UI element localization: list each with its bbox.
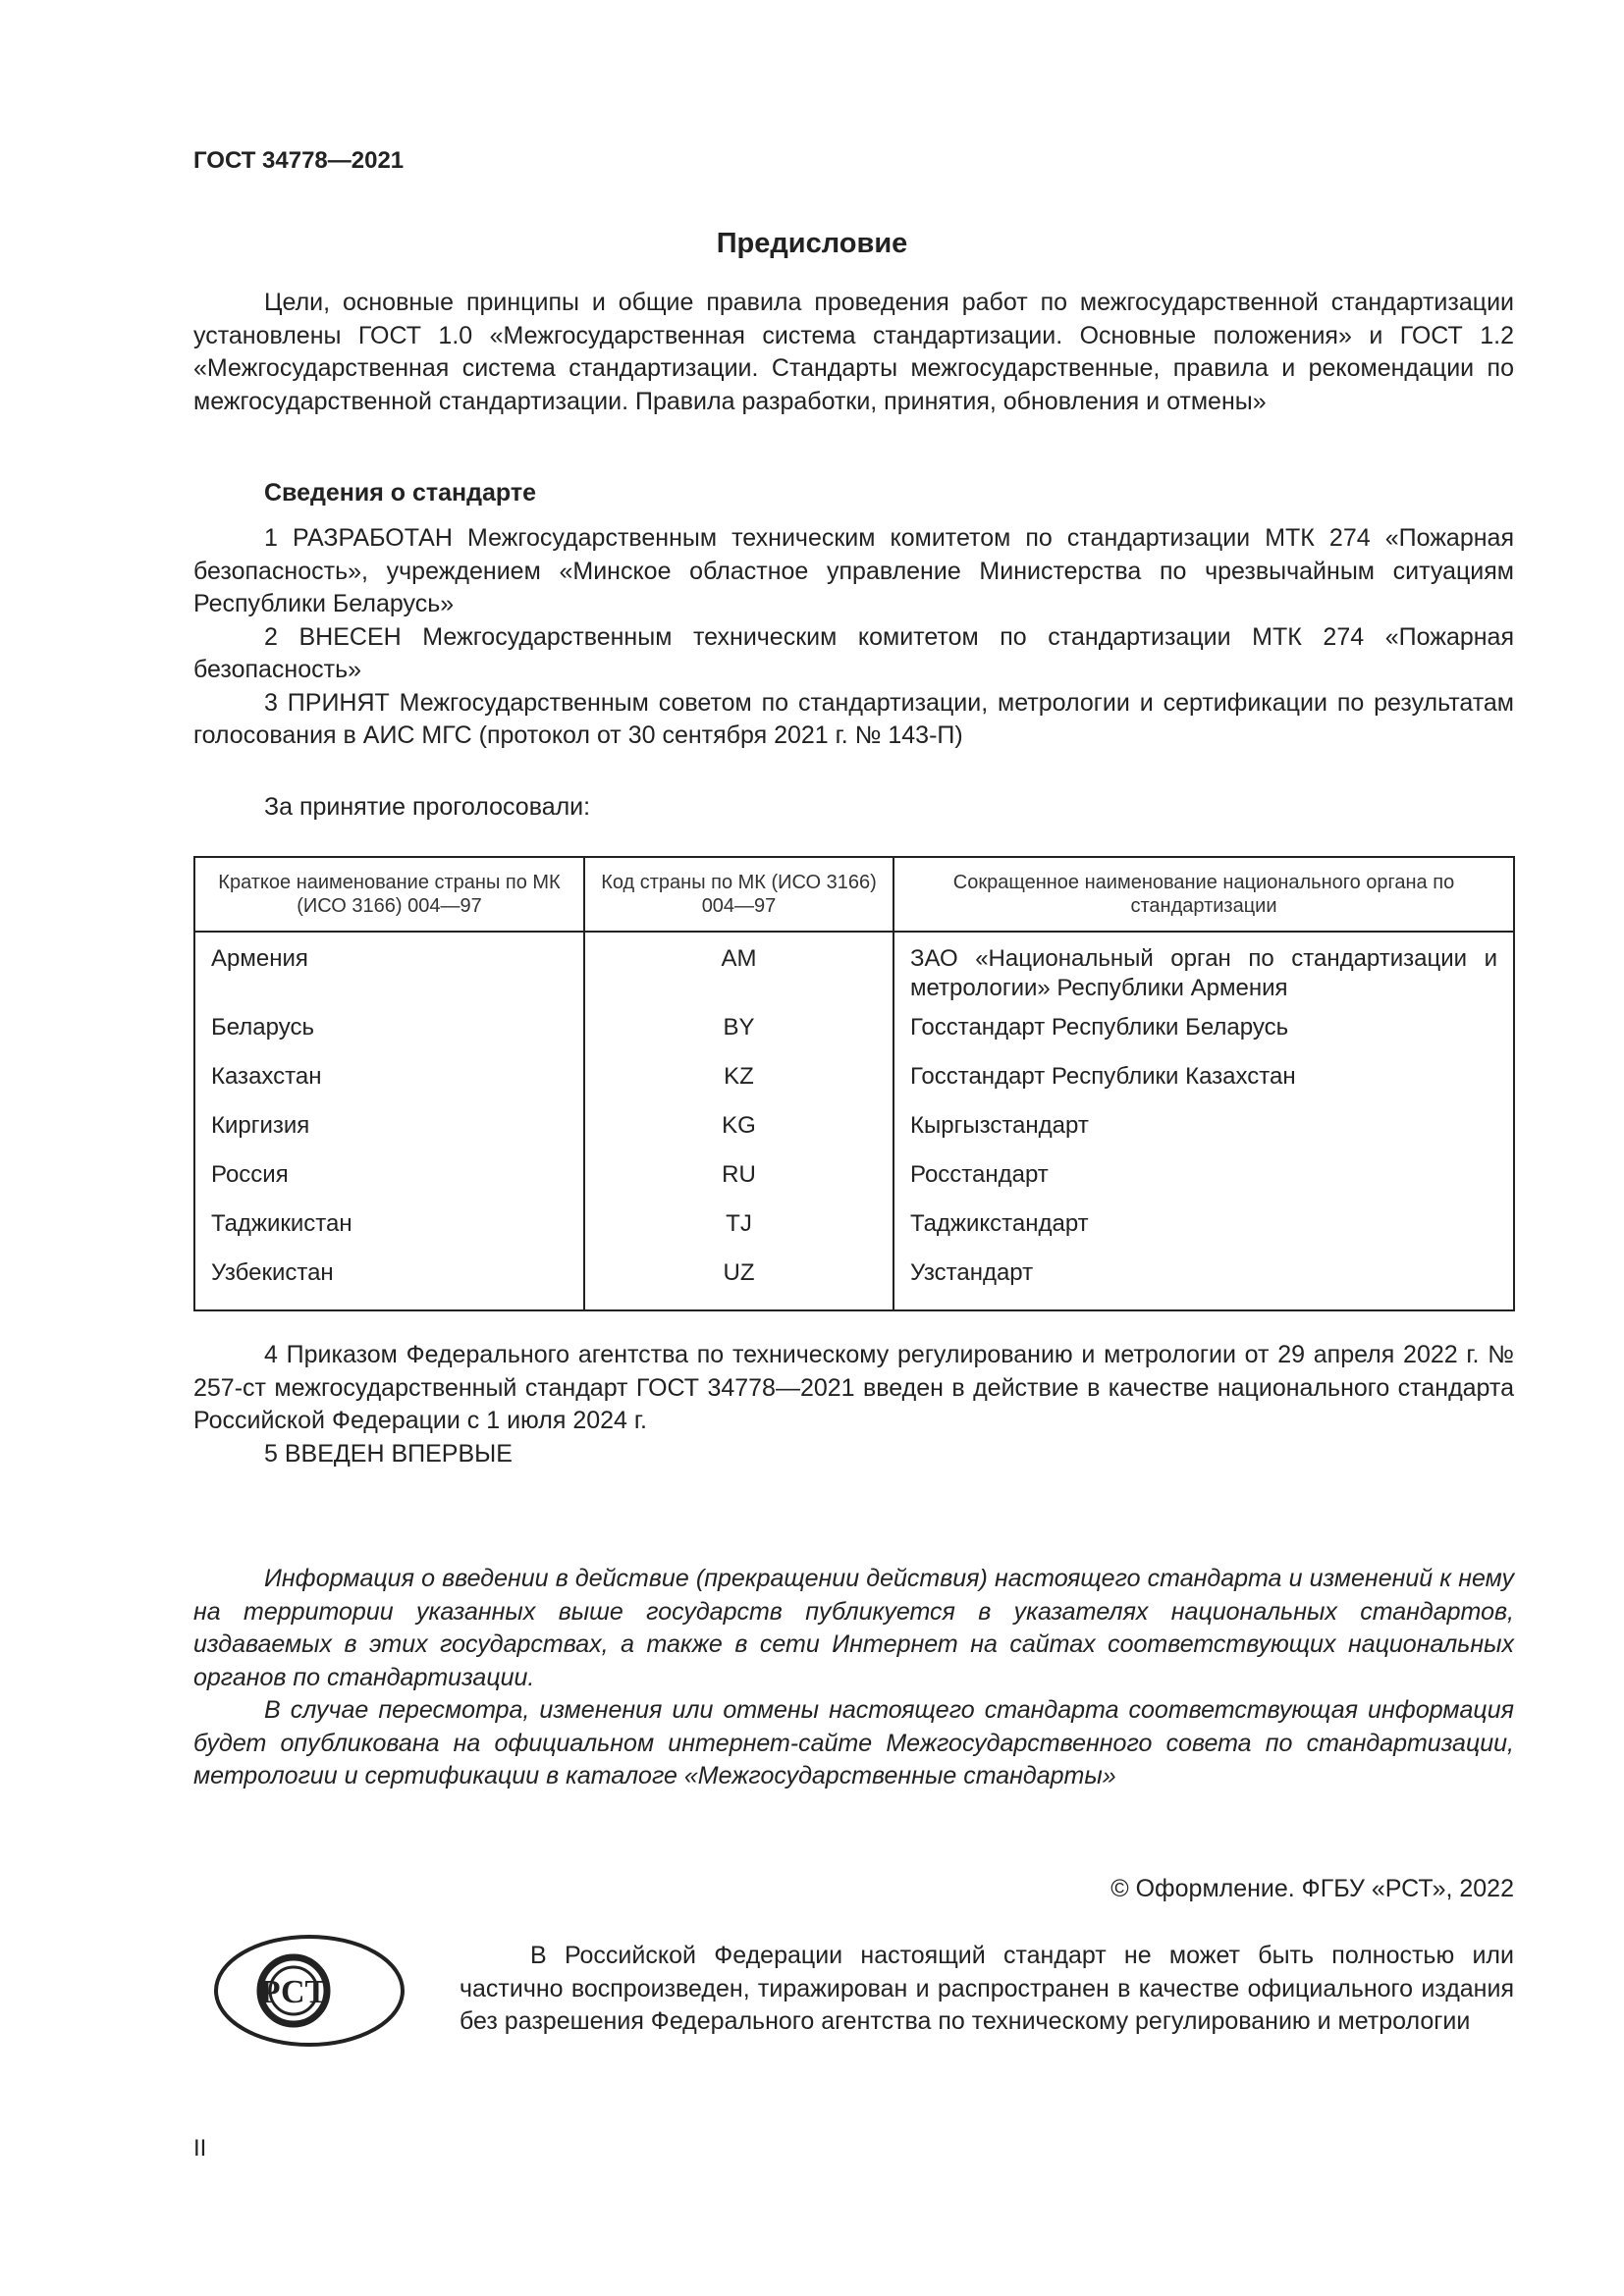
header-country-code: Код страны по МК (ИСО 3166) 004—97	[584, 857, 893, 932]
country-code: KZ	[584, 1057, 893, 1106]
national-body: Госстандарт Республики Беларусь	[893, 1008, 1514, 1057]
table-row	[194, 1204, 1514, 1254]
country-name: Узбекистан	[211, 1259, 334, 1286]
national-body: Росстандарт	[893, 1155, 1514, 1204]
national-body: Таджикстандарт	[893, 1204, 1514, 1254]
copyright-line: © Оформление. ФГБУ «РСТ», 2022	[1110, 1875, 1514, 1902]
country-name: Казахстан	[211, 1063, 322, 1090]
country-name: Киргизия	[211, 1112, 310, 1139]
table-row	[194, 1106, 1514, 1155]
country-code: UZ	[584, 1254, 893, 1310]
country-name: Армения	[211, 945, 308, 972]
item-introduced: 2 ВНЕСЕН Межгосударственным техническим комитетом по стандартизации МТК 274 «Пожарная безопасность»	[193, 622, 1514, 683]
info-notes	[193, 1563, 1514, 1793]
table-row	[194, 932, 1514, 1008]
table-header-row	[194, 857, 1514, 932]
voting-countries-table	[193, 856, 1515, 1311]
voted-intro: За принятие проголосовали:	[264, 793, 591, 821]
table-row	[194, 1057, 1514, 1106]
info-heading: Сведения о стандарте	[264, 479, 537, 507]
national-body: Госстандарт Республики Казахстан	[893, 1057, 1514, 1106]
item-adopted: 3 ПРИНЯТ Межгосударственным советом по стандартизации, метрологии и сертификации по результатам голосования в АИС МГС (протокол от 30 сентября 2021 г. № 143-П)	[193, 688, 1514, 749]
national-body: ЗАО «Национальный орган по стандартизации и метрологии» Республики Армения	[893, 932, 1514, 1008]
preface-paragraph: Цели, основные принципы и общие правила проведения работ по межгосударственной стандартизации установлены ГОСТ 1.0 «Межгосударственная система стандартизации. Основные положения» и ГОСТ 1.2 «Межгосударственная система стандартизации. Стандарты межгосударственные, правила и рекомендации по межгосударственной стандартизации. Правила разработки, принятия, обновления и отмены»	[193, 289, 1514, 415]
country-name: Россия	[211, 1161, 289, 1188]
page-title: Предисловие	[716, 228, 908, 259]
national-body: Кыргызстандарт	[893, 1106, 1514, 1155]
country-code: KG	[584, 1106, 893, 1155]
info-note-publication: Информация о введении в действие (прекращении действия) настоящего стандарта и изменений к нему на территории указанных выше государств публикуется в указателях национальных стандартов, издаваемых в этих государствах, а также в сети Интернет на сайтах соответствующих национальных органов по стандартизации.	[193, 1565, 1514, 1691]
country-code: RU	[584, 1155, 893, 1204]
enactment-items	[193, 1339, 1514, 1470]
item-developed: 1 РАЗРАБОТАН Межгосударственным техническим комитетом по стандартизации МТК 274 «Пожарная безопасность», учреждением «Минское областное управление Министерства по чрезвычайным ситуациям Республики Беларусь»	[193, 524, 1514, 617]
country-name: Беларусь	[211, 1014, 314, 1041]
country-code: TJ	[584, 1204, 893, 1254]
country-name: Таджикистан	[211, 1210, 352, 1237]
item-order: 4 Приказом Федерального агентства по техническому регулированию и метрологии от 29 апреля 2022 г. № 257-ст межгосударственный стандарт ГОСТ 34778—2021 введен в действие в качестве национального стандарта Российской Федерации с 1 июля 2024 г.	[193, 1341, 1514, 1434]
table-row	[194, 1155, 1514, 1204]
copyright-notice: В Российской Федерации настоящий стандарт не может быть полностью или частично воспроизведен, тиражирован и распространен в качестве официального издания без разрешения Федерального агентства по техническому регулированию и метрологии	[460, 1942, 1514, 2035]
info-note-revision: В случае пересмотра, изменения или отмены настоящего стандарта соответствующая информация будет опубликована на официальном интернет-сайте Межгосударственного совета по стандартизации, метрологии и сертификации в каталоге «Межгосударственные стандарты»	[193, 1696, 1514, 1789]
document-code: ГОСТ 34778—2021	[193, 147, 405, 174]
page-number: II	[193, 2135, 207, 2162]
logo-text: РСТ	[259, 1974, 328, 2010]
table-row	[194, 1254, 1514, 1310]
rst-certification-logo-icon	[211, 1932, 407, 2050]
standard-info-items	[193, 522, 1514, 753]
header-country-name: Краткое наименование страны по МК (ИСО 3166) 004—97	[194, 857, 584, 932]
country-code: BY	[584, 1008, 893, 1057]
item-first-time: 5 ВВЕДЕН ВПЕРВЫЕ	[264, 1439, 513, 1468]
header-national-body: Сокращенное наименование национального органа по стандартизации	[893, 857, 1514, 932]
table-row	[194, 1008, 1514, 1057]
country-code: AM	[584, 932, 893, 1008]
national-body: Узстандарт	[893, 1254, 1514, 1310]
